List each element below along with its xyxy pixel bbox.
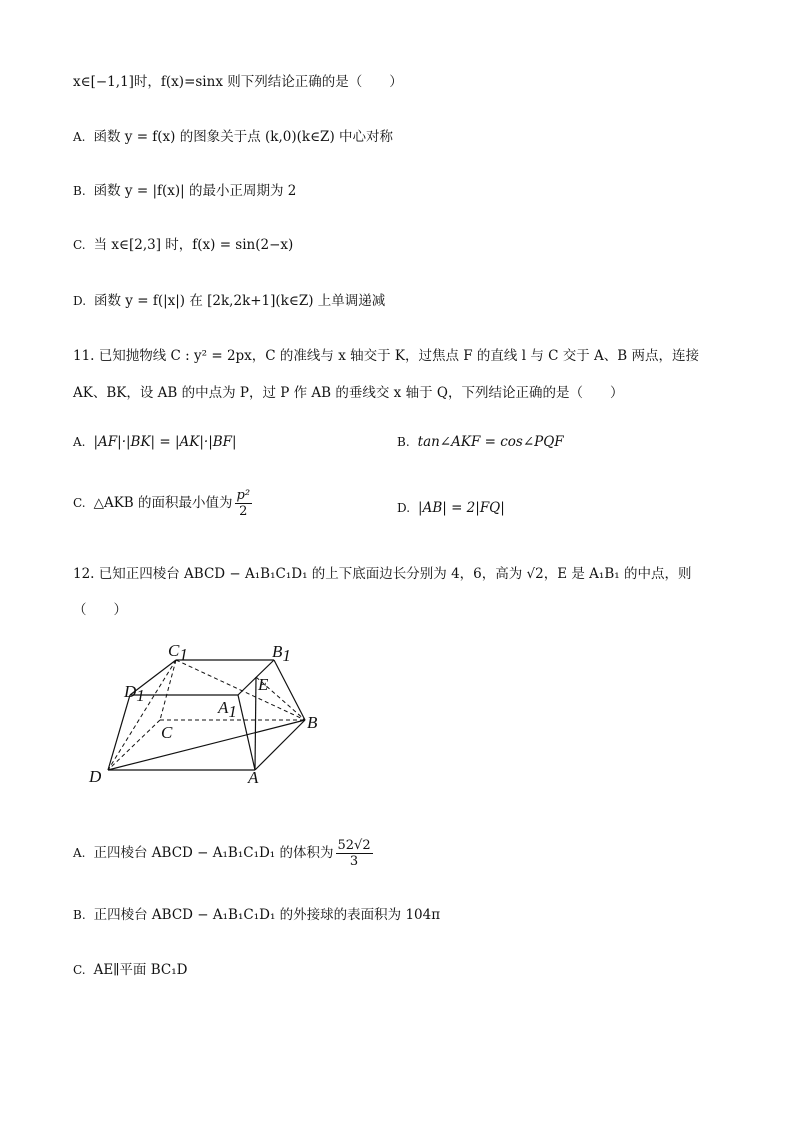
edge-a1-a bbox=[238, 695, 255, 770]
fraction bbox=[336, 838, 373, 869]
option-text: 当 x∈[2,3] 时，f(x) = sin(2−x) bbox=[93, 237, 294, 253]
option-label: D. bbox=[397, 501, 411, 515]
option-text: tan∠AKF = cos∠PQF bbox=[417, 434, 564, 450]
label-b: B bbox=[307, 713, 318, 732]
q12-stem-line2: （ ） bbox=[73, 602, 127, 618]
fraction-denominator: 2 bbox=[239, 504, 248, 519]
option-label: C. bbox=[73, 963, 86, 977]
label-b1: B1 bbox=[272, 642, 291, 665]
label-a1: A1 bbox=[218, 698, 237, 721]
frustum-figure bbox=[80, 640, 340, 790]
edge-b1-b bbox=[274, 660, 305, 720]
label-d: D bbox=[89, 767, 102, 786]
option-text: △AKB 的面积最小值为 bbox=[93, 495, 233, 511]
option-label: B. bbox=[73, 184, 86, 198]
q12-option-c[interactable] bbox=[73, 960, 187, 980]
edge-c1-c bbox=[160, 660, 176, 720]
q11-option-d[interactable] bbox=[397, 498, 505, 518]
q12-option-b[interactable] bbox=[73, 905, 440, 925]
fraction-numerator: p² bbox=[236, 488, 251, 503]
fraction-denominator: 3 bbox=[349, 854, 359, 869]
q11-option-b[interactable] bbox=[397, 432, 564, 452]
label-c: C bbox=[161, 723, 173, 742]
q11-stem-line2: AK、BK，设 AB 的中点为 P，过 P 作 AB 的垂线交 x 轴于 Q，下列结论正确的是（ ） bbox=[73, 385, 624, 401]
segment-e-a bbox=[255, 677, 256, 770]
option-label: B. bbox=[73, 908, 86, 922]
option-label: A. bbox=[73, 435, 86, 449]
label-a: A bbox=[248, 768, 259, 787]
label-e: E bbox=[258, 675, 269, 694]
segment-d-b bbox=[108, 720, 305, 770]
label-c1: C1 bbox=[168, 641, 188, 664]
option-text: 正四棱台 ABCD − A₁B₁C₁D₁ 的外接球的表面积为 104π bbox=[93, 907, 441, 923]
q10-option-c[interactable] bbox=[73, 235, 293, 255]
option-text: 函数 y = f(x) 的图象关于点 (k,0)(k∈Z) 中心对称 bbox=[93, 129, 393, 145]
option-label: A. bbox=[73, 846, 86, 860]
q11-stem-line1: 11. 已知抛物线 C : y² = 2px，C 的准线与 x 轴交于 K，过焦点 F 的直线 l 与 C 交于 A、B 两点，连接 bbox=[73, 348, 699, 364]
segment-c1-b bbox=[176, 660, 305, 720]
option-text: 正四棱台 ABCD − A₁B₁C₁D₁ 的体积为 bbox=[93, 845, 334, 861]
option-text: |AB| = 2|FQ| bbox=[418, 500, 505, 516]
label-d1: D1 bbox=[124, 682, 145, 705]
q10-option-b[interactable] bbox=[73, 181, 296, 201]
option-text: 函数 y = f(|x|) 在 [2k,2k+1](k∈Z) 上单调递减 bbox=[94, 293, 386, 309]
segment-c1-d bbox=[108, 660, 176, 770]
option-label: A. bbox=[73, 130, 86, 144]
q10-stem-tail: x∈[−1,1]时，f(x)=sinx 则下列结论正确的是（ ） bbox=[73, 74, 403, 90]
q11-option-c[interactable] bbox=[73, 488, 254, 519]
q12-option-a[interactable] bbox=[73, 838, 375, 869]
option-label: C. bbox=[73, 496, 86, 510]
option-text: AE∥平面 BC₁D bbox=[93, 962, 188, 978]
edge-a-b bbox=[255, 720, 305, 770]
option-text: 函数 y = |f(x)| 的最小正周期为 2 bbox=[93, 183, 297, 199]
q11-option-a[interactable] bbox=[73, 432, 237, 452]
q10-option-d[interactable] bbox=[73, 291, 385, 311]
option-label: B. bbox=[397, 435, 410, 449]
q12-stem-line1: 12. 已知正四棱台 ABCD − A₁B₁C₁D₁ 的上下底面边长分别为 4，6，高为 √2，E 是 A₁B₁ 的中点，则 bbox=[73, 566, 692, 582]
option-label: C. bbox=[73, 238, 86, 252]
option-text: |AF|·|BK| = |AK|·|BF| bbox=[93, 434, 237, 450]
fraction bbox=[235, 488, 253, 519]
option-label: D. bbox=[73, 294, 87, 308]
q10-option-a[interactable] bbox=[73, 127, 393, 147]
fraction-numerator: 52√2 bbox=[337, 838, 371, 853]
